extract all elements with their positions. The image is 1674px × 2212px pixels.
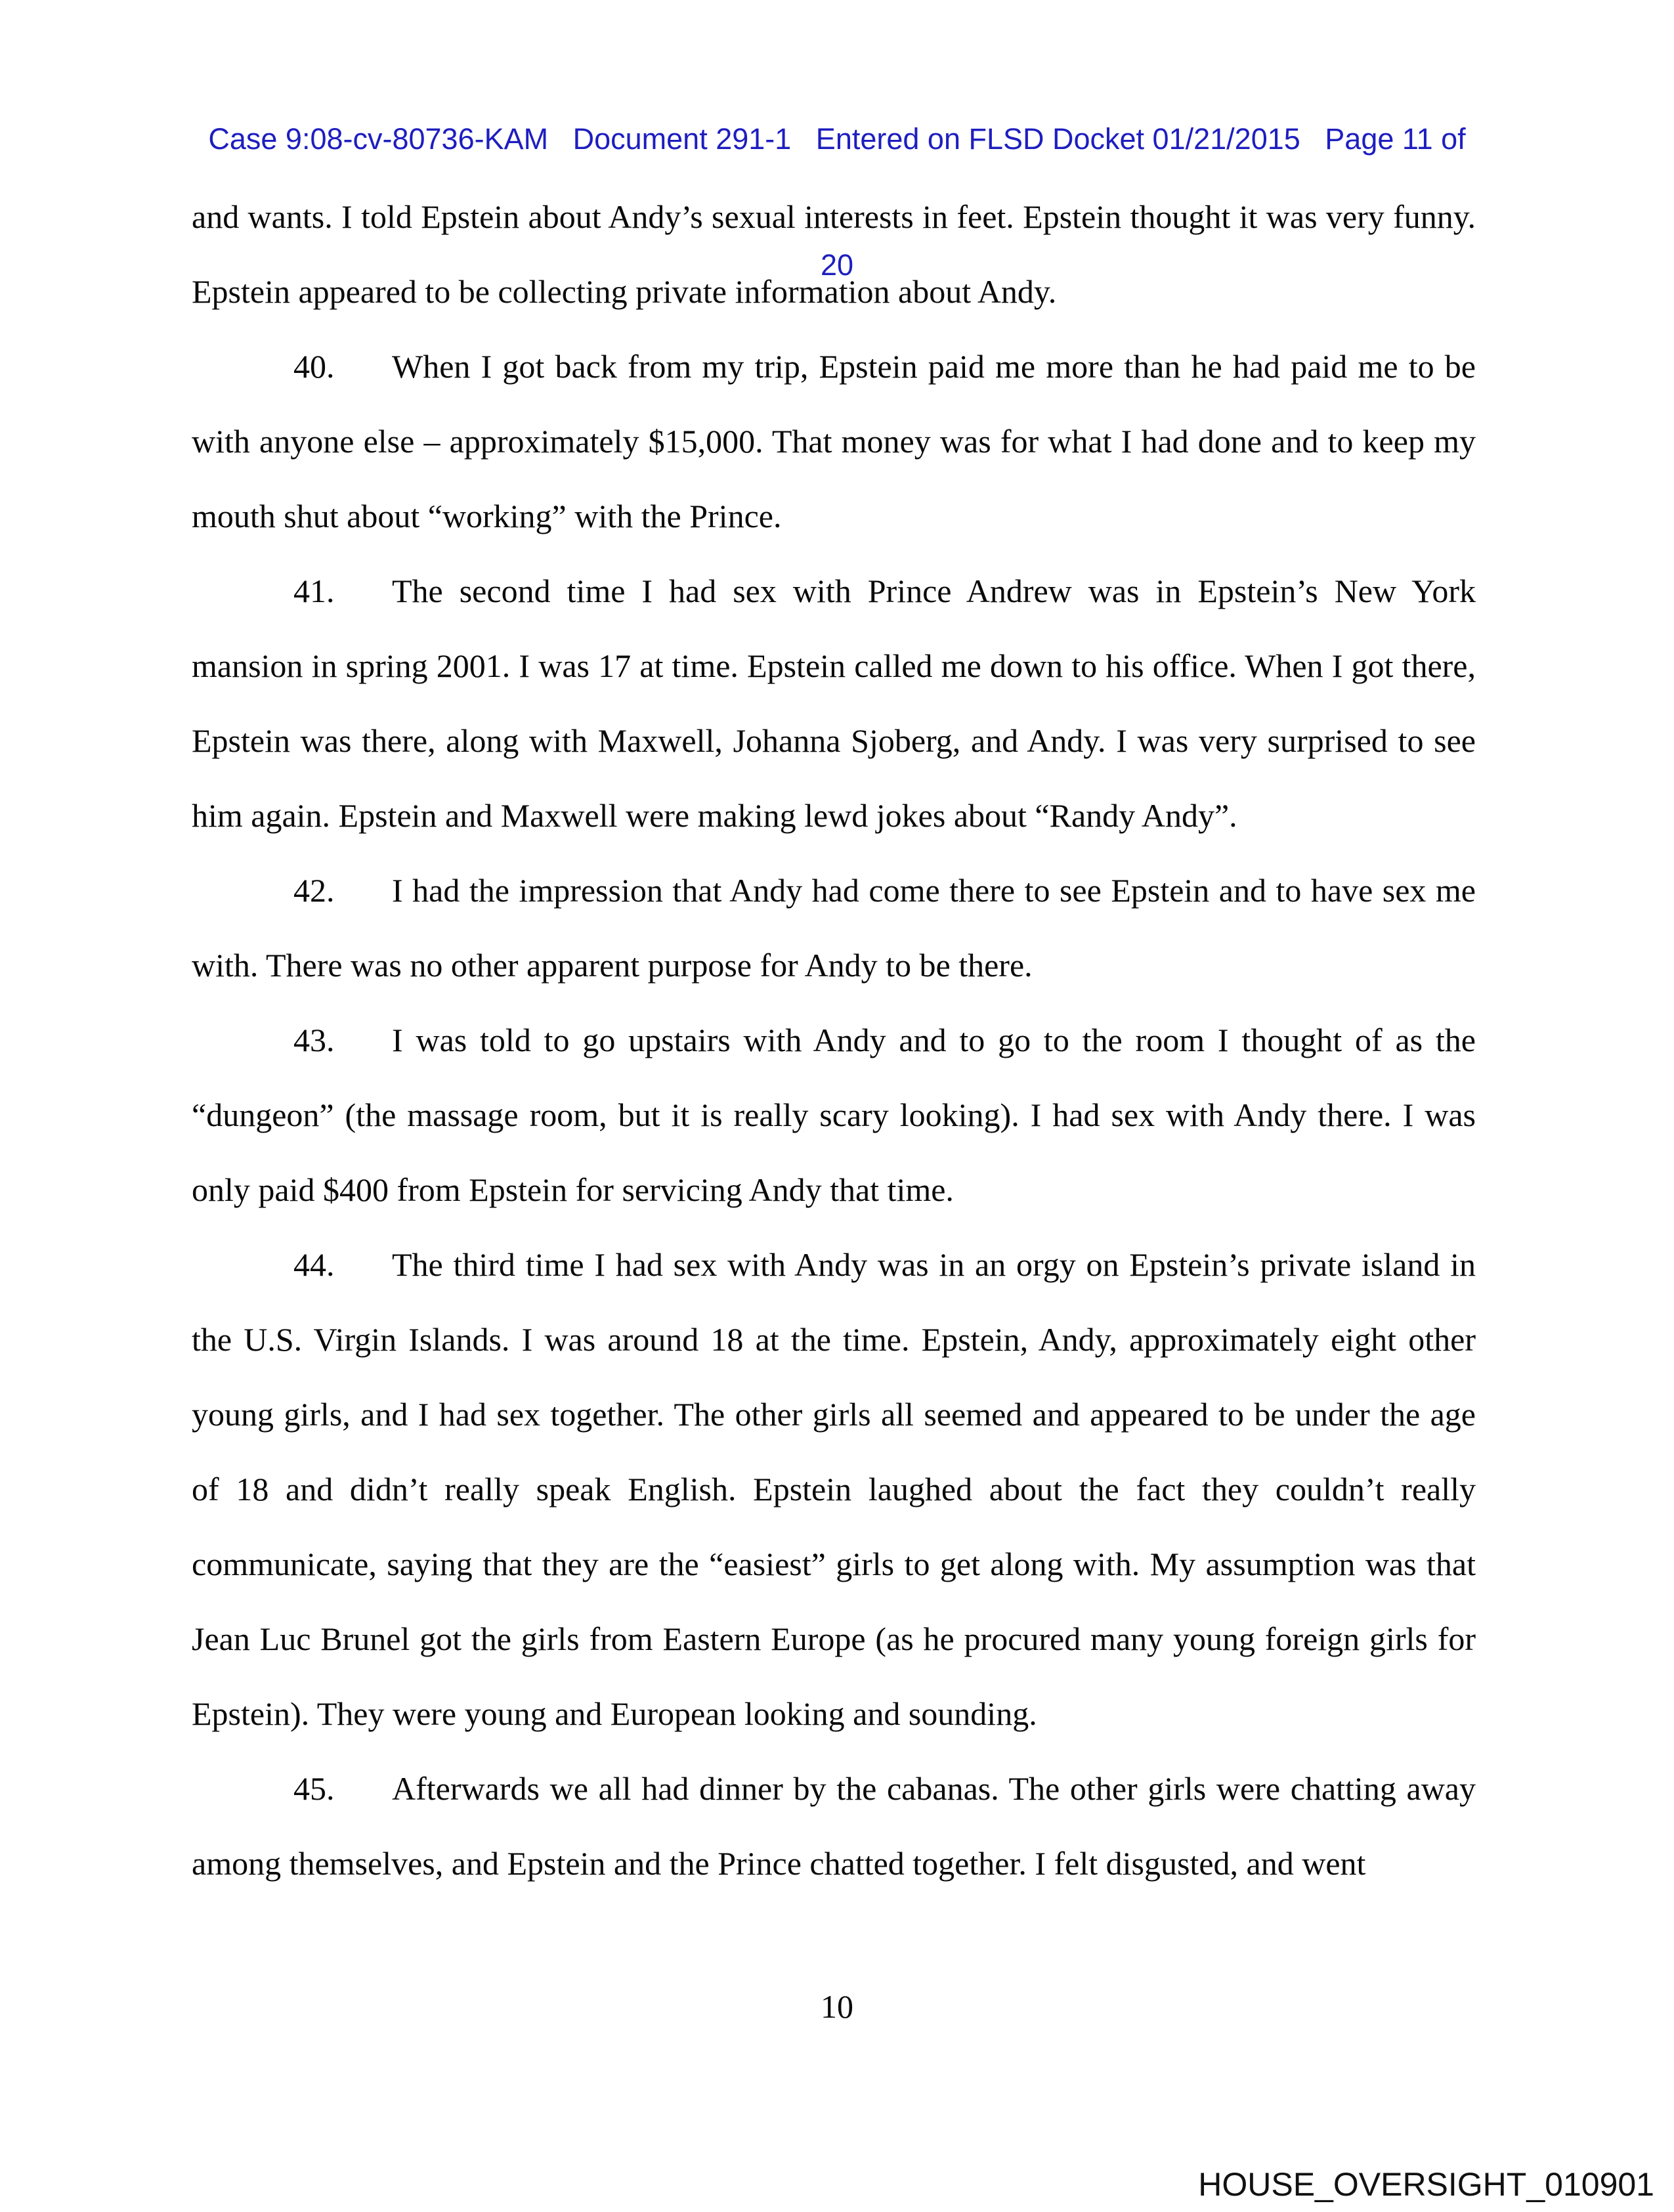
page-number: 10 (821, 1988, 853, 2025)
paragraph-text: and wants. I told Epstein about Andy’s sexual interests in feet. Epstein thought it was very funny. Epstein appeared to be collecting private information about Andy. (192, 198, 1476, 310)
paragraph-text: I was told to go upstairs with Andy and to go to the room I thought of as the “dungeon” (the massage room, but it is really scary looking). I had sex with Andy there. I was only paid $400 from Epstein for servicing Andy that time. (192, 1022, 1476, 1208)
paragraph (192, 179, 1476, 329)
paragraph-number: 42. (293, 872, 335, 909)
document-body (192, 179, 1476, 1901)
paragraph-text: Afterwards we all had dinner by the cabanas. The other girls were chatting away among themselves, and Epstein and the Prince chatted together. I felt disgusted, and went (192, 1770, 1476, 1882)
ecf-header-line-1: Case 9:08-cv-80736-KAM Document 291-1 Entered on FLSD Docket 01/21/2015 Page 11 of (208, 122, 1466, 156)
paragraph (192, 329, 1476, 553)
paragraph (192, 1227, 1476, 1751)
paragraph (192, 1751, 1476, 1901)
paragraph-text: When I got back from my trip, Epstein paid me more than he had paid me to be with anyone else – approximately $15,000. That money was for what I had done and to keep my mouth shut about “working” with the Prince. (192, 348, 1476, 534)
paragraph-number: 40. (293, 348, 335, 385)
paragraph (192, 1003, 1476, 1227)
paragraph-number: 41. (293, 573, 335, 609)
paragraph (192, 553, 1476, 853)
paragraph-number: 45. (293, 1770, 335, 1807)
bates-stamp: HOUSE_OVERSIGHT_010901 (1198, 2166, 1654, 2203)
paragraph-text: The second time I had sex with Prince Andrew was in Epstein’s New York mansion in spring 2001. I was 17 at time. Epstein called me down to his office. When I got there, Epstein was there, along with Maxwell, Johanna Sjoberg, and Andy. I was very surprised to see him again. Epstein and Maxwell were making lewd jokes about “Randy Andy”. (192, 573, 1476, 834)
paragraph-number: 44. (293, 1246, 335, 1283)
paragraph-text: I had the impression that Andy had come there to see Epstein and to have sex me with. There was no other apparent purpose for Andy to be there. (192, 872, 1476, 984)
paragraph (192, 853, 1476, 1003)
ecf-header-line-2: 20 (820, 248, 854, 282)
paragraph-text: The third time I had sex with Andy was in an orgy on Epstein’s private island in the U.S. Virgin Islands. I was around 18 at the time. Epstein, Andy, approximately eight other young girls, and I had sex together. The other girls all seemed and appeared to be under the age of 18 and didn’t really speak English. Epstein laughed about the fact they couldn’t really communicate, saying that they are the “easiest” girls to get along with. My assumption was that Jean Luc Brunel got the girls from Eastern Europe (as he procured many young foreign girls for Epstein). They were young and European looking and sounding. (192, 1246, 1476, 1732)
paragraph-number: 43. (293, 1022, 335, 1058)
